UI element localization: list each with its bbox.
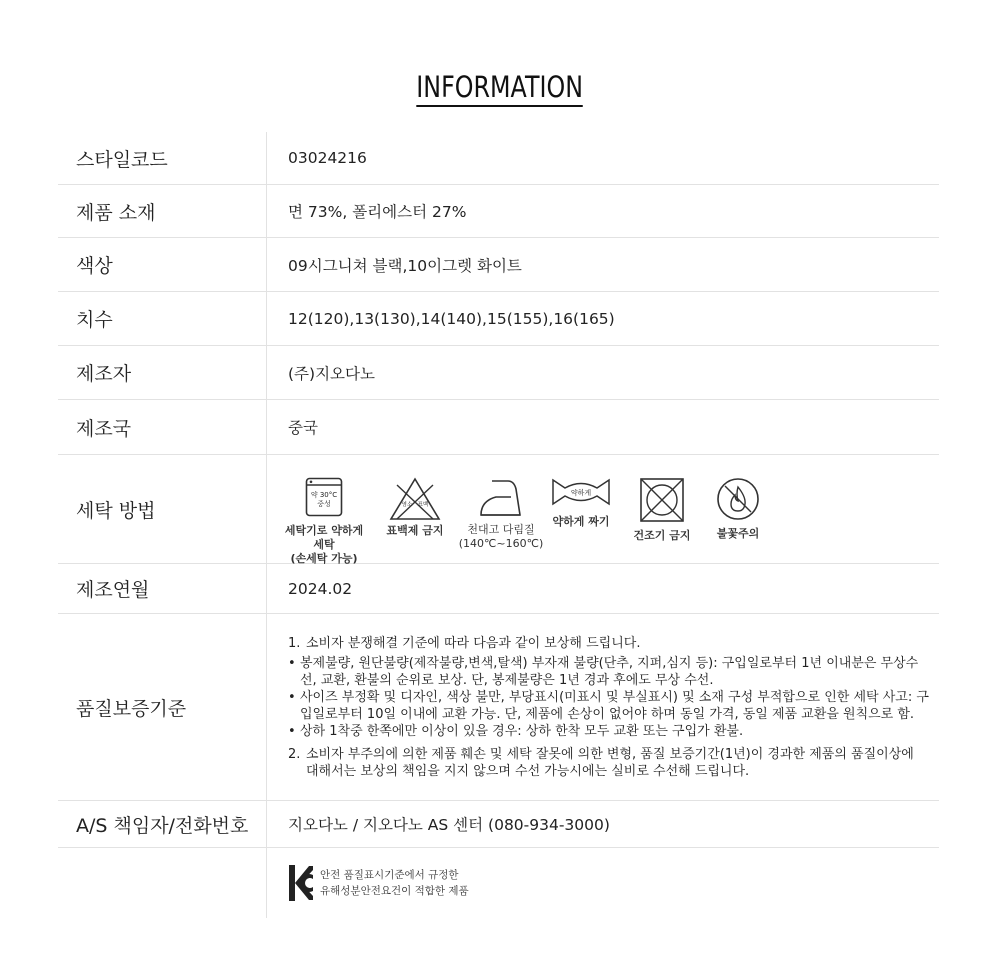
label-material: 제품 소재	[58, 185, 267, 237]
quality-item-4: • 상하 1착중 한쪽에만 이상이 있을 경우: 상하 한착 모두 교환 또는 구입가 환불.	[288, 723, 744, 739]
caption-wash-2: (손세탁 가능)	[290, 552, 358, 565]
kc-block	[288, 864, 469, 902]
quality-item-5: 2. 소비자 부주의에 의한 제품 훼손 및 세탁 잘못에 의한 변형, 품질 보증기간(1년)이 경과한 제품의 품질이상에 대해서는 보상의 책임을 지지 않으며 수선 가능시에는 실비로 수선해 드립니다.	[288, 746, 914, 779]
svg-text:표백: 표백	[417, 502, 429, 508]
kc-text	[320, 867, 469, 899]
label-maker: 제조자	[58, 346, 267, 399]
iron-icon	[478, 477, 524, 519]
dryer-item	[621, 477, 703, 543]
caption-fire: 불꽃주의	[716, 527, 760, 540]
label-size: 치수	[58, 292, 267, 345]
label-country: 제조국	[58, 400, 267, 454]
row-wash	[58, 455, 939, 564]
value-as: 지오다노 / 지오다노 AS 센터 (080-934-3000)	[288, 816, 610, 834]
fire-item	[703, 477, 773, 541]
quality-text	[267, 614, 939, 800]
kc-logo-icon	[288, 864, 314, 902]
value-country: 중국	[288, 419, 318, 437]
label-style-code: 스타일코드	[58, 132, 267, 184]
row-maker	[58, 346, 939, 400]
row-date	[58, 564, 939, 614]
label-kc-empty	[58, 848, 267, 918]
value-size: 12(120),13(130),14(140),15(155),16(165)	[288, 309, 615, 328]
label-color: 색상	[58, 238, 267, 291]
no-dryer-icon	[639, 477, 685, 523]
row-kc	[58, 848, 939, 918]
label-wash: 세탁 방법	[58, 455, 267, 563]
row-style-code	[58, 132, 939, 185]
quality-item-1: 1. 소비자 분쟁해결 기준에 따라 다음과 같이 보상해 드립니다.	[288, 635, 641, 651]
quality-item-2: • 봉제불량, 원단불량(제작불량,변색,탈색) 부자재 불량(단추, 지퍼,심지 등): 구입일로부터 1년 이내분은 무상수선, 교환, 환불의 순위로 보상. 단, 봉제불량은 1년 경과 후에도 무상 수선.	[288, 655, 919, 688]
value-date: 2024.02	[288, 579, 353, 598]
no-bleach-icon	[389, 477, 441, 521]
kc-line-1: 안전 품질표시기준에서 규정한	[320, 869, 459, 881]
no-fire-icon	[716, 477, 760, 521]
wring-icon	[551, 477, 611, 507]
kc-line-2: 유해성분안전요건이 적합한 제품	[320, 885, 469, 897]
caption-iron-1: 천대고 다림질	[467, 523, 535, 536]
bleach-item	[369, 477, 461, 538]
wash-icons	[267, 455, 939, 563]
value-color: 09시그니쳐 블랙,10이그렛 화이트	[288, 256, 522, 275]
svg-text:약하게: 약하게	[570, 489, 592, 497]
label-quality: 품질보증기준	[58, 614, 267, 800]
svg-text:염소: 염소	[401, 502, 413, 508]
row-as	[58, 801, 939, 848]
row-material	[58, 185, 939, 238]
value-maker: (주)지오다노	[288, 364, 375, 383]
row-size	[58, 292, 939, 346]
value-material: 면 73%, 폴리에스터 27%	[288, 203, 467, 221]
value-style-code: 03024216	[288, 149, 367, 167]
wring-item	[541, 477, 621, 529]
svg-text:약 30°C: 약 30°C	[310, 491, 338, 499]
page-title-wrap	[0, 70, 1000, 107]
caption-dryer: 건조기 금지	[633, 529, 691, 542]
label-as: A/S 책임자/전화번호	[58, 801, 267, 847]
caption-wash-1: 세탁기로 약하게 세탁	[284, 524, 364, 551]
caption-wring: 약하게 짜기	[552, 515, 610, 528]
iron-item	[458, 477, 544, 551]
quality-item-3: • 사이즈 부정확 및 디자인, 색상 불만, 부당표시(미표시 및 부실표시) 및 소재 구성 부적합으로 인한 세탁 사고: 구입일로부터 10일 이내에 교환 가능. 단, 제품에 손상이 없어야 하며 동일 가격, 동일 제품 교환을 원칙으로 함.	[288, 689, 929, 722]
row-country	[58, 400, 939, 455]
caption-iron-2: (140℃~160℃)	[458, 537, 544, 550]
caption-bleach: 표백제 금지	[386, 524, 444, 537]
wash-tub-icon	[305, 477, 343, 517]
row-quality	[58, 614, 939, 801]
row-color	[58, 238, 939, 292]
wash-machine-item	[279, 477, 369, 566]
label-date: 제조연월	[58, 564, 267, 613]
page-title: INFORMATION	[417, 70, 584, 107]
svg-text:중성: 중성	[317, 500, 331, 508]
info-table	[58, 132, 939, 918]
kc-mark	[267, 848, 939, 918]
